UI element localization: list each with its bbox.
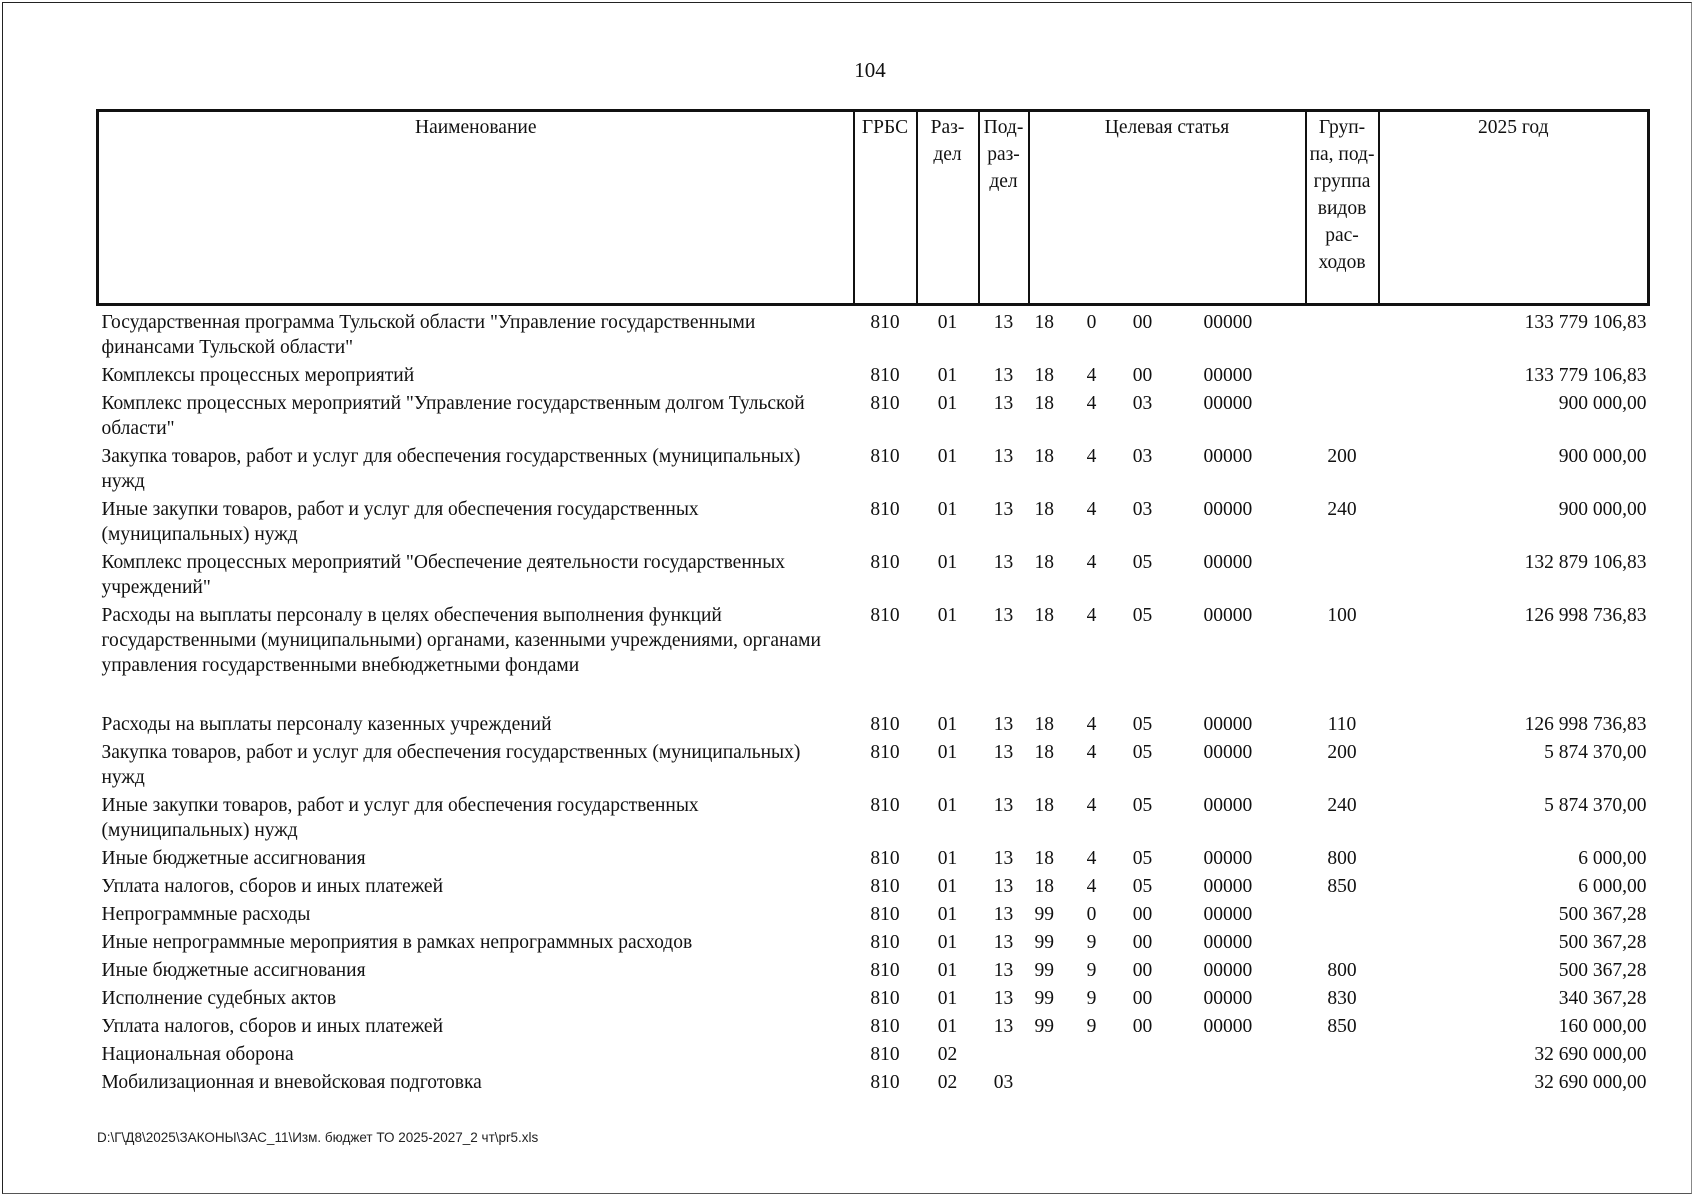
cell-podrazdel: 13 [993,714,1014,735]
cell-grbs: 810 [870,904,900,925]
cell-target-type [1072,1070,1112,1098]
cell-expense-group: 200 [1327,446,1357,467]
cell-grbs: 810 [870,876,900,897]
cell-target-type: 4 [1086,365,1097,386]
cell-name: Уплата налогов, сборов и иных платежей [101,876,444,897]
cell-target-type: 9 [1086,1016,1097,1037]
cell-target-program: 18 [1034,714,1054,735]
cell-name: Государственная программа Тульской области "Управление государственными финансами Тульской области" [101,312,756,358]
cell-target-program: 18 [1034,876,1054,897]
table-row [98,305,1649,364]
cell-target-program: 99 [1034,960,1054,981]
cell-target-direction: 00000 [1203,904,1253,925]
table-row [98,391,1649,444]
cell-expense-group: 240 [1327,795,1357,816]
cell-expense-group: 110 [1327,714,1357,735]
cell-name: Иные непрограммные мероприятия в рамках непрограммных расходов [101,932,693,953]
cell-razdel: 01 [937,446,958,467]
table-body [98,305,1649,1099]
cell-target-program: 18 [1034,446,1054,467]
cell-target-element: 05 [1132,605,1153,626]
header-razdel: Раз- дел [917,111,979,305]
cell-grbs: 810 [870,795,900,816]
table-row [98,846,1649,874]
cell-grbs: 810 [870,932,900,953]
cell-target-direction: 00000 [1203,1016,1253,1037]
table-row [98,1042,1649,1070]
cell-target-direction: 00000 [1203,312,1253,333]
cell-name: Иные закупки товаров, работ и услуг для обеспечения государственных (муниципальных) нужд [101,795,699,841]
cell-target-type: 9 [1086,960,1097,981]
cell-name: Иные бюджетные ассигнования [101,848,366,869]
cell-podrazdel: 13 [993,1016,1014,1037]
cell-target-type: 9 [1086,932,1097,953]
table-row [98,930,1649,958]
header-expense-group: Груп- па, под- группа видов рас- ходов [1306,111,1379,305]
cell-name: Мобилизационная и вневойсковая подготовка [101,1072,482,1093]
cell-name: Комплекс процессных мероприятий "Обеспечение деятельности государственных учреждений" [101,552,786,598]
cell-target-program: 18 [1034,499,1054,520]
cell-target-program: 18 [1034,312,1054,333]
cell-grbs: 810 [870,393,900,414]
cell-grbs: 810 [870,605,900,626]
cell-target-type: 4 [1086,795,1097,816]
cell-grbs: 810 [870,312,900,333]
cell-target-type: 4 [1086,446,1097,467]
cell-target-program: 18 [1034,742,1054,763]
cell-name: Уплата налогов, сборов и иных платежей [101,1016,444,1037]
cell-target-element: 00 [1132,1016,1153,1037]
cell-target-type [1072,1042,1112,1070]
cell-target-direction: 00000 [1203,714,1253,735]
cell-amount-2025: 133 779 106,83 [1524,365,1647,386]
cell-amount-2025: 32 690 000,00 [1534,1044,1647,1065]
cell-target-program [1029,1070,1072,1098]
cell-expense-group [1306,305,1379,364]
cell-target-element: 05 [1132,742,1153,763]
cell-expense-group [1306,902,1379,930]
cell-razdel: 02 [937,1072,958,1093]
header-podrazdel: Под- раз- дел [979,111,1029,305]
cell-amount-2025: 126 998 736,83 [1524,714,1647,735]
cell-target-direction [1174,1042,1306,1070]
cell-name: Расходы на выплаты персоналу казенных учреждений [101,714,552,735]
cell-expense-group: 100 [1327,605,1357,626]
cell-target-element: 00 [1132,312,1153,333]
cell-expense-group: 830 [1327,988,1357,1009]
cell-amount-2025: 500 367,28 [1558,960,1647,981]
page-number: 104 [854,58,886,82]
cell-target-element: 05 [1132,714,1153,735]
cell-expense-group: 850 [1327,876,1357,897]
cell-expense-group [1306,930,1379,958]
cell-name: Иные закупки товаров, работ и услуг для обеспечения государственных (муниципальных) нужд [101,499,699,545]
cell-target-program: 18 [1034,393,1054,414]
cell-razdel: 01 [937,988,958,1009]
cell-target-type: 0 [1086,904,1097,925]
cell-target-type: 4 [1086,742,1097,763]
cell-target-program: 99 [1034,1016,1054,1037]
cell-amount-2025: 5 874 370,00 [1544,795,1647,816]
table-row [98,497,1649,550]
cell-target-element: 05 [1132,795,1153,816]
cell-razdel: 01 [937,499,958,520]
cell-target-element [1112,1042,1174,1070]
cell-grbs: 810 [870,446,900,467]
cell-target-element: 05 [1132,552,1153,573]
cell-target-direction: 00000 [1203,932,1253,953]
cell-name: Национальная оборона [101,1044,294,1065]
cell-grbs: 810 [870,1016,900,1037]
header-target-article: Целевая статья [1029,111,1306,305]
cell-amount-2025: 32 690 000,00 [1534,1072,1647,1093]
cell-razdel: 01 [937,312,958,333]
cell-target-type: 4 [1086,714,1097,735]
cell-podrazdel: 13 [993,499,1014,520]
cell-amount-2025: 5 874 370,00 [1544,742,1647,763]
cell-podrazdel: 13 [993,312,1014,333]
cell-amount-2025: 126 998 736,83 [1524,605,1647,626]
cell-amount-2025: 900 000,00 [1558,393,1647,414]
cell-razdel: 02 [937,1044,958,1065]
table-row [98,444,1649,497]
cell-razdel: 01 [937,960,958,981]
cell-target-type: 4 [1086,552,1097,573]
cell-razdel: 01 [937,552,958,573]
cell-grbs: 810 [870,714,900,735]
cell-grbs: 810 [870,499,900,520]
cell-target-direction: 00000 [1203,499,1253,520]
cell-target-element: 00 [1132,960,1153,981]
cell-target-element: 00 [1132,365,1153,386]
cell-target-program: 18 [1034,552,1054,573]
cell-razdel: 01 [937,904,958,925]
cell-name: Исполнение судебных актов [101,988,337,1009]
cell-target-direction: 00000 [1203,365,1253,386]
cell-target-element: 00 [1132,988,1153,1009]
cell-razdel: 01 [937,795,958,816]
table-row [98,1014,1649,1042]
cell-razdel: 01 [937,742,958,763]
cell-podrazdel: 13 [993,795,1014,816]
cell-target-direction: 00000 [1203,960,1253,981]
cell-target-element: 05 [1132,848,1153,869]
header-grbs: ГРБС [854,111,917,305]
cell-target-element [1112,1070,1174,1098]
cell-target-program [1029,1042,1072,1070]
cell-name: Непрограммные расходы [101,904,311,925]
cell-expense-group: 240 [1327,499,1357,520]
cell-target-element: 03 [1132,499,1153,520]
cell-amount-2025: 6 000,00 [1578,848,1647,869]
cell-podrazdel: 03 [993,1072,1014,1093]
cell-podrazdel: 13 [993,446,1014,467]
cell-name: Расходы на выплаты персоналу в целях обеспечения выполнения функций государственными (муниципальными) органами, казенными учреждениями, органами управления государственными внебюджетными фондами [101,605,821,676]
table-row [98,603,1649,712]
cell-razdel: 01 [937,365,958,386]
table-row [98,986,1649,1014]
cell-amount-2025: 900 000,00 [1558,499,1647,520]
cell-target-type: 4 [1086,605,1097,626]
cell-grbs: 810 [870,988,900,1009]
cell-grbs: 810 [870,1072,900,1093]
cell-name: Комплекс процессных мероприятий "Управление государственным долгом Тульской области" [101,393,805,439]
table-row [98,958,1649,986]
cell-target-direction [1174,1070,1306,1098]
cell-amount-2025: 500 367,28 [1558,932,1647,953]
cell-amount-2025: 900 000,00 [1558,446,1647,467]
cell-podrazdel: 13 [993,848,1014,869]
cell-grbs: 810 [870,848,900,869]
cell-amount-2025: 6 000,00 [1578,876,1647,897]
cell-amount-2025: 132 879 106,83 [1524,552,1647,573]
cell-razdel: 01 [937,605,958,626]
cell-podrazdel: 13 [993,876,1014,897]
cell-grbs: 810 [870,552,900,573]
cell-podrazdel: 13 [993,393,1014,414]
cell-target-program: 18 [1034,605,1054,626]
cell-name: Закупка товаров, работ и услуг для обеспечения государственных (муниципальных) нужд [101,742,801,788]
cell-target-program: 99 [1034,904,1054,925]
cell-target-direction: 00000 [1203,848,1253,869]
cell-grbs: 810 [870,1044,900,1065]
cell-razdel: 01 [937,393,958,414]
cell-grbs: 810 [870,365,900,386]
header-year-2025: 2025 год [1379,111,1649,305]
cell-target-program: 99 [1034,932,1054,953]
cell-target-program: 18 [1034,795,1054,816]
cell-podrazdel: 13 [993,988,1014,1009]
table-row [98,1070,1649,1098]
cell-podrazdel: 13 [993,552,1014,573]
table-header-row [98,111,1649,305]
cell-target-element: 03 [1132,393,1153,414]
cell-amount-2025: 340 367,28 [1558,988,1647,1009]
cell-expense-group: 800 [1327,848,1357,869]
cell-expense-group [1306,363,1379,391]
cell-expense-group: 200 [1327,742,1357,763]
cell-podrazdel: 13 [993,605,1014,626]
cell-name: Комплексы процессных мероприятий [101,365,415,386]
cell-target-type: 4 [1086,499,1097,520]
cell-target-direction: 00000 [1203,742,1253,763]
cell-podrazdel: 13 [993,960,1014,981]
cell-podrazdel [979,1042,1029,1070]
cell-expense-group [1306,1042,1379,1070]
cell-podrazdel: 13 [993,742,1014,763]
cell-razdel: 01 [937,876,958,897]
cell-target-program: 18 [1034,848,1054,869]
table-row [98,874,1649,902]
table-row [98,902,1649,930]
cell-grbs: 810 [870,960,900,981]
cell-target-element: 00 [1132,932,1153,953]
header-name: Наименование [98,111,854,305]
table-row [98,550,1649,603]
cell-podrazdel: 13 [993,904,1014,925]
cell-target-program: 18 [1034,365,1054,386]
table-row [98,712,1649,740]
cell-target-type: 4 [1086,848,1097,869]
cell-target-element: 05 [1132,876,1153,897]
cell-target-program: 99 [1034,988,1054,1009]
cell-target-direction: 00000 [1203,795,1253,816]
cell-expense-group: 850 [1327,1016,1357,1037]
cell-name: Иные бюджетные ассигнования [101,960,366,981]
cell-target-direction: 00000 [1203,446,1253,467]
cell-expense-group [1306,1070,1379,1098]
cell-target-direction: 00000 [1203,393,1253,414]
cell-podrazdel: 13 [993,365,1014,386]
budget-table [96,109,1650,1098]
cell-grbs: 810 [870,742,900,763]
cell-expense-group: 800 [1327,960,1357,981]
cell-name: Закупка товаров, работ и услуг для обеспечения государственных (муниципальных) нужд [101,446,801,492]
cell-razdel: 01 [937,848,958,869]
cell-amount-2025: 133 779 106,83 [1524,312,1647,333]
cell-target-direction: 00000 [1203,605,1253,626]
cell-target-direction: 00000 [1203,552,1253,573]
cell-amount-2025: 500 367,28 [1558,904,1647,925]
table-row [98,363,1649,391]
cell-target-direction: 00000 [1203,876,1253,897]
cell-target-element: 03 [1132,446,1153,467]
cell-target-direction: 00000 [1203,988,1253,1009]
cell-razdel: 01 [937,932,958,953]
cell-target-type: 9 [1086,988,1097,1009]
table-row [98,740,1649,793]
cell-expense-group [1306,550,1379,603]
footer-file-path: D:\Г\Д8\2025\ЗАКОНЫ\ЗАС_11\Изм. бюджет ТО 2025-2027_2 чт\pr5.xls [97,1130,539,1145]
cell-amount-2025: 160 000,00 [1558,1016,1647,1037]
cell-target-type: 0 [1086,312,1097,333]
table-row [98,793,1649,846]
cell-target-element: 00 [1132,904,1153,925]
cell-razdel: 01 [937,714,958,735]
cell-target-type: 4 [1086,393,1097,414]
cell-podrazdel: 13 [993,932,1014,953]
cell-target-type: 4 [1086,876,1097,897]
cell-razdel: 01 [937,1016,958,1037]
cell-expense-group [1306,391,1379,444]
